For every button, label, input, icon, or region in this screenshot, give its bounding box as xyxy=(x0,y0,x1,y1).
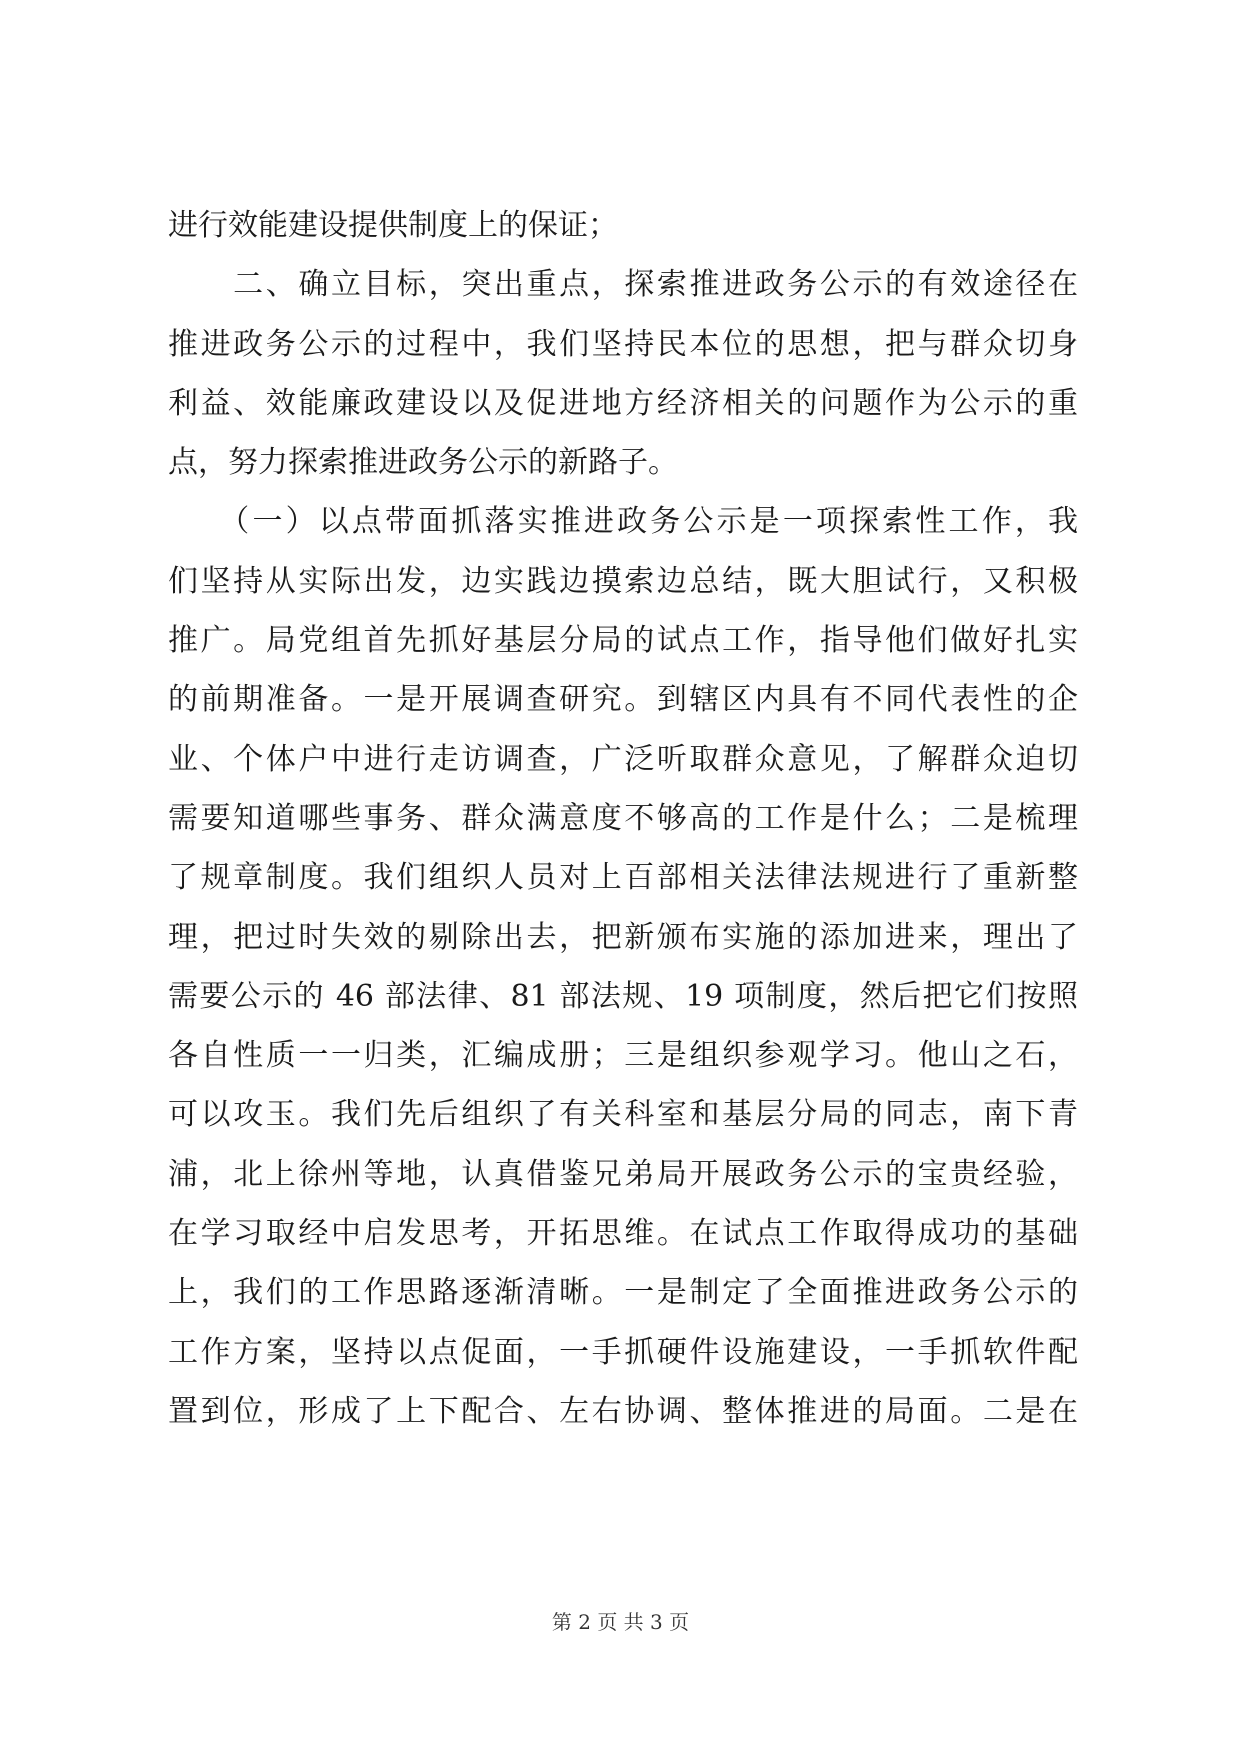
text-line: 点，努力探索推进政务公示的新路子。 xyxy=(168,445,678,481)
text-line: 在学习取经中启发思考，开拓思维。在试点工作取得成功的基础 xyxy=(168,1216,1078,1252)
body-text xyxy=(168,196,1078,1441)
text-line: 业、个体户中进行走访调查，广泛听取群众意见，了解群众迫切 xyxy=(168,741,1078,777)
text-line: 需要知道哪些事务、群众满意度不够高的工作是什么；二是梳理 xyxy=(168,800,1078,836)
page-number-footer: 第 2 页 共 3 页 xyxy=(551,1610,690,1634)
text-line: 置到位，形成了上下配合、左右协调、整体推进的局面。二是在 xyxy=(168,1393,1078,1429)
text-line: 了规章制度。我们组织人员对上百部相关法律法规进行了重新整 xyxy=(168,860,1078,896)
text-line: 们坚持从实际出发，边实践边摸索边总结，既大胆试行，又积极 xyxy=(168,563,1078,599)
text-line: 浦，北上徐州等地，认真借鉴兄弟局开展政务公示的宝贵经验， xyxy=(168,1156,1078,1192)
text-line: 工作方案，坚持以点促面，一手抓硬件设施建设，一手抓软件配 xyxy=(168,1334,1078,1370)
text-line: 各自性质一一归类，汇编成册；三是组织参观学习。他山之石， xyxy=(168,1038,1078,1074)
text-line: 可以攻玉。我们先后组织了有关科室和基层分局的同志，南下青 xyxy=(168,1097,1078,1133)
text-line: 上，我们的工作思路逐渐清晰。一是制定了全面推进政务公示的 xyxy=(168,1275,1078,1311)
text-line: 利益、效能廉政建设以及促进地方经济相关的问题作为公示的重 xyxy=(168,385,1078,421)
text-line: 的前期准备。一是开展调查研究。到辖区内具有不同代表性的企 xyxy=(168,682,1078,718)
text-line: 理，把过时失效的剔除出去，把新颁布实施的添加进来，理出了 xyxy=(168,919,1078,955)
text-line: 推广。局党组首先抓好基层分局的试点工作，指导他们做好扎实 xyxy=(168,623,1078,659)
text-line: （一）以点带面抓落实推进政务公示是一项探索性工作，我 xyxy=(168,504,1078,540)
text-line: 推进政务公示的过程中，我们坚持民本位的思想，把与群众切身 xyxy=(168,326,1078,362)
text-line: 需要公示的 46 部法律、81 部法规、19 项制度，然后把它们按照 xyxy=(168,978,1078,1014)
text-line: 进行效能建设提供制度上的保证； xyxy=(168,208,618,243)
text-line: 二、确立目标，突出重点，探索推进政务公示的有效途径在 xyxy=(168,267,1078,303)
